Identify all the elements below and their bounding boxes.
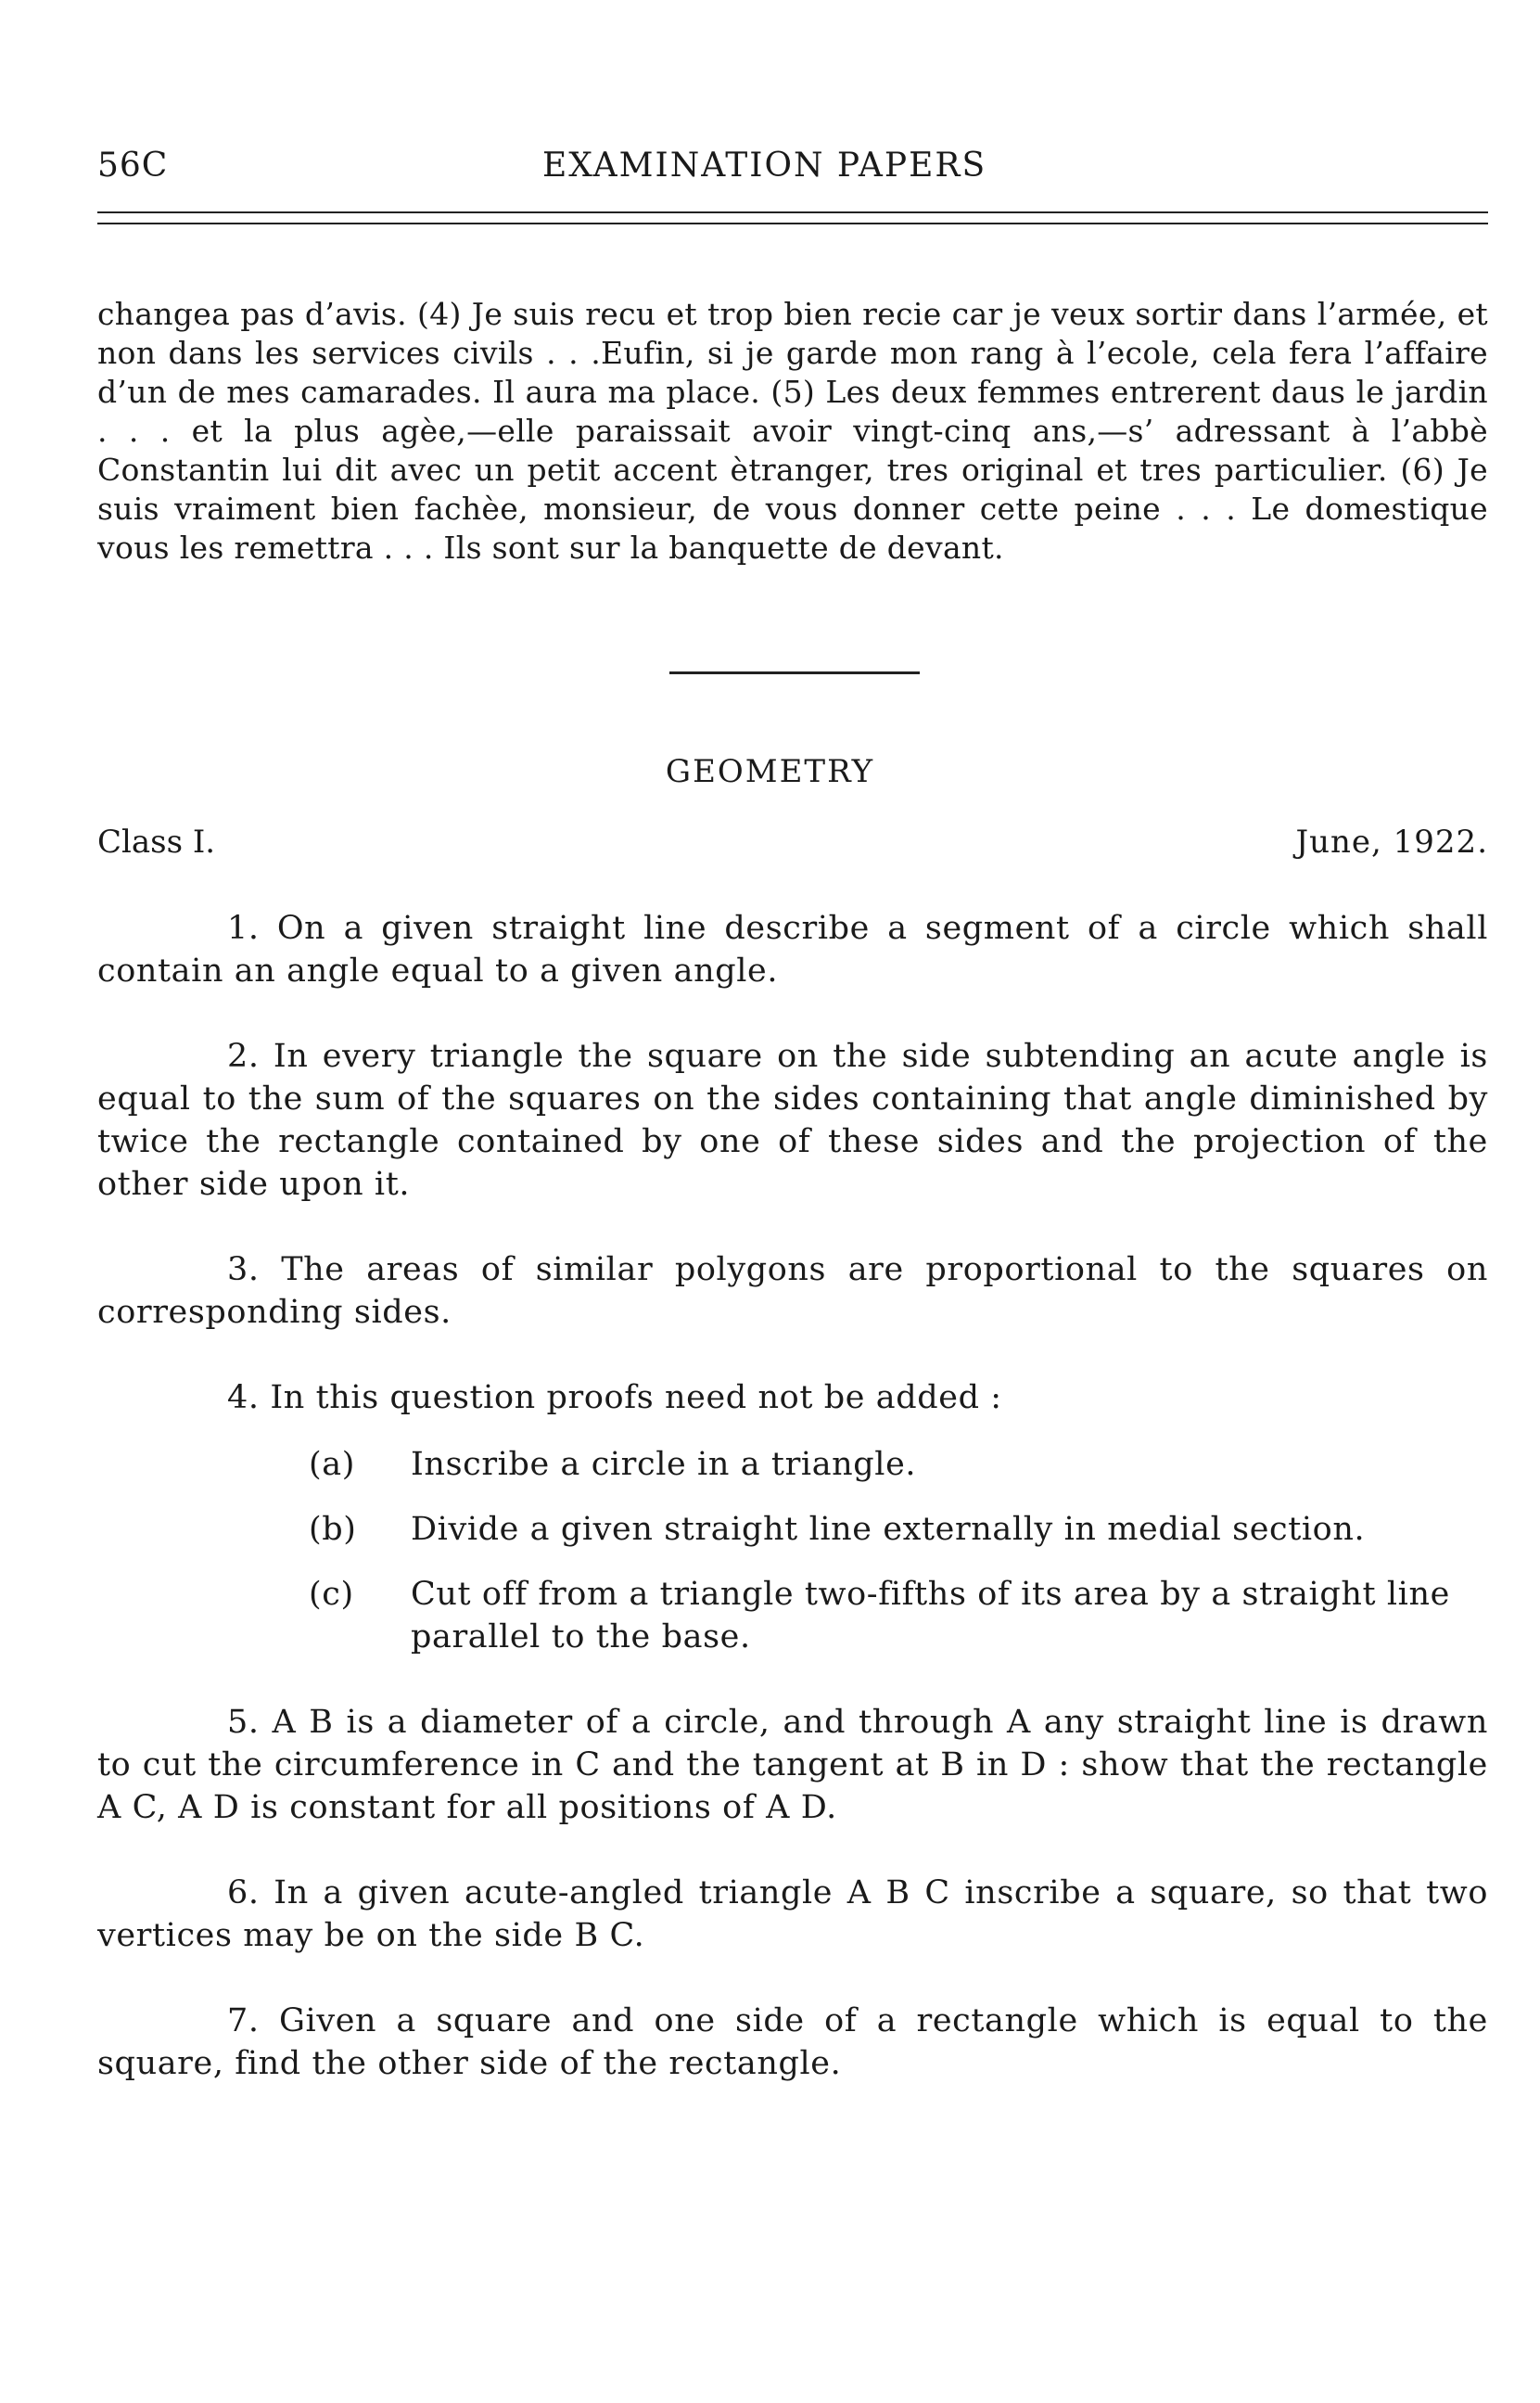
page-number: 56C — [97, 147, 169, 185]
part-text: Inscribe a circle in a triangle. — [411, 1446, 917, 1483]
part-label: (a) — [309, 1446, 355, 1483]
running-title: EXAMINATION PAPERS — [542, 147, 987, 185]
exam-date: June, 1922. — [1295, 824, 1488, 861]
question-list — [97, 907, 1488, 2128]
question-7: 7. Given a square and one side of a rectangle which is equal to the square, find the other side of the rectangle. — [97, 2002, 1488, 2082]
question-4: 4. In this question proofs need not be added : — [227, 1379, 1002, 1416]
question-4-part-c — [97, 1573, 1488, 1658]
question-4-parts — [97, 1443, 1488, 1658]
question-6: 6. In a given acute-angled triangle A B C inscribe a square, so that two vertices may be on the side B C. — [97, 1874, 1488, 1954]
question-4-part-b — [97, 1508, 1488, 1551]
question-4-part-a — [97, 1443, 1488, 1486]
section-title: GEOMETRY — [665, 753, 875, 790]
class-label: Class I. — [97, 824, 216, 861]
part-label: (c) — [309, 1576, 354, 1613]
part-text: Divide a given straight line externally in medial section. — [411, 1511, 1366, 1548]
french-passage: changea pas d’avis. (4) Je suis recu et trop bien recie car je veux sortir dans l’armée, et non dans les services civils . . .Eufin, si je garde mon rang à l’ecole, cela fera l’affaire d’un de mes camarades. Il aura ma place. (5) Les deux femmes entrerent daus le jardin . . . et la plus agèe,—elle paraissait avoir vingt-cinq ans,—s’ adressant à l’abbè Constantin lui dit avec un petit accent ètranger, tres original et tres particulier. (6) Je suis vraiment bien fachèe, monsieur, de vous donner cette peine . . . Le domestique vous les remettra . . . Ils sont sur la banquette de devant. — [97, 296, 1488, 566]
part-label: (b) — [309, 1511, 357, 1548]
question-5: 5. A B is a diameter of a circle, and through A any straight line is drawn to cut the circumference in C and the tangent at B in D : show that the rectangle A C, A D is constant for all positions of A D. — [97, 1704, 1488, 1826]
header-rule-bottom — [97, 223, 1488, 224]
question-2: 2. In every triangle the square on the side subtending an acute angle is equal to the sum of the squares on the sides containing that angle diminished by twice the rectangle contained by one of these sides and the projection of the other side upon it. — [97, 1038, 1488, 1203]
question-3: 3. The areas of similar polygons are proportional to the squares on corresponding sides. — [97, 1251, 1488, 1331]
question-1: 1. On a given straight line describe a segment of a circle which shall contain an angle equal to a given angle. — [97, 910, 1488, 990]
page-header — [97, 147, 1488, 193]
header-rule-top — [97, 211, 1488, 213]
section-divider — [669, 671, 920, 674]
part-text: Cut off from a triangle two-fifths of its area by a straight line parallel to the base. — [411, 1576, 1450, 1655]
